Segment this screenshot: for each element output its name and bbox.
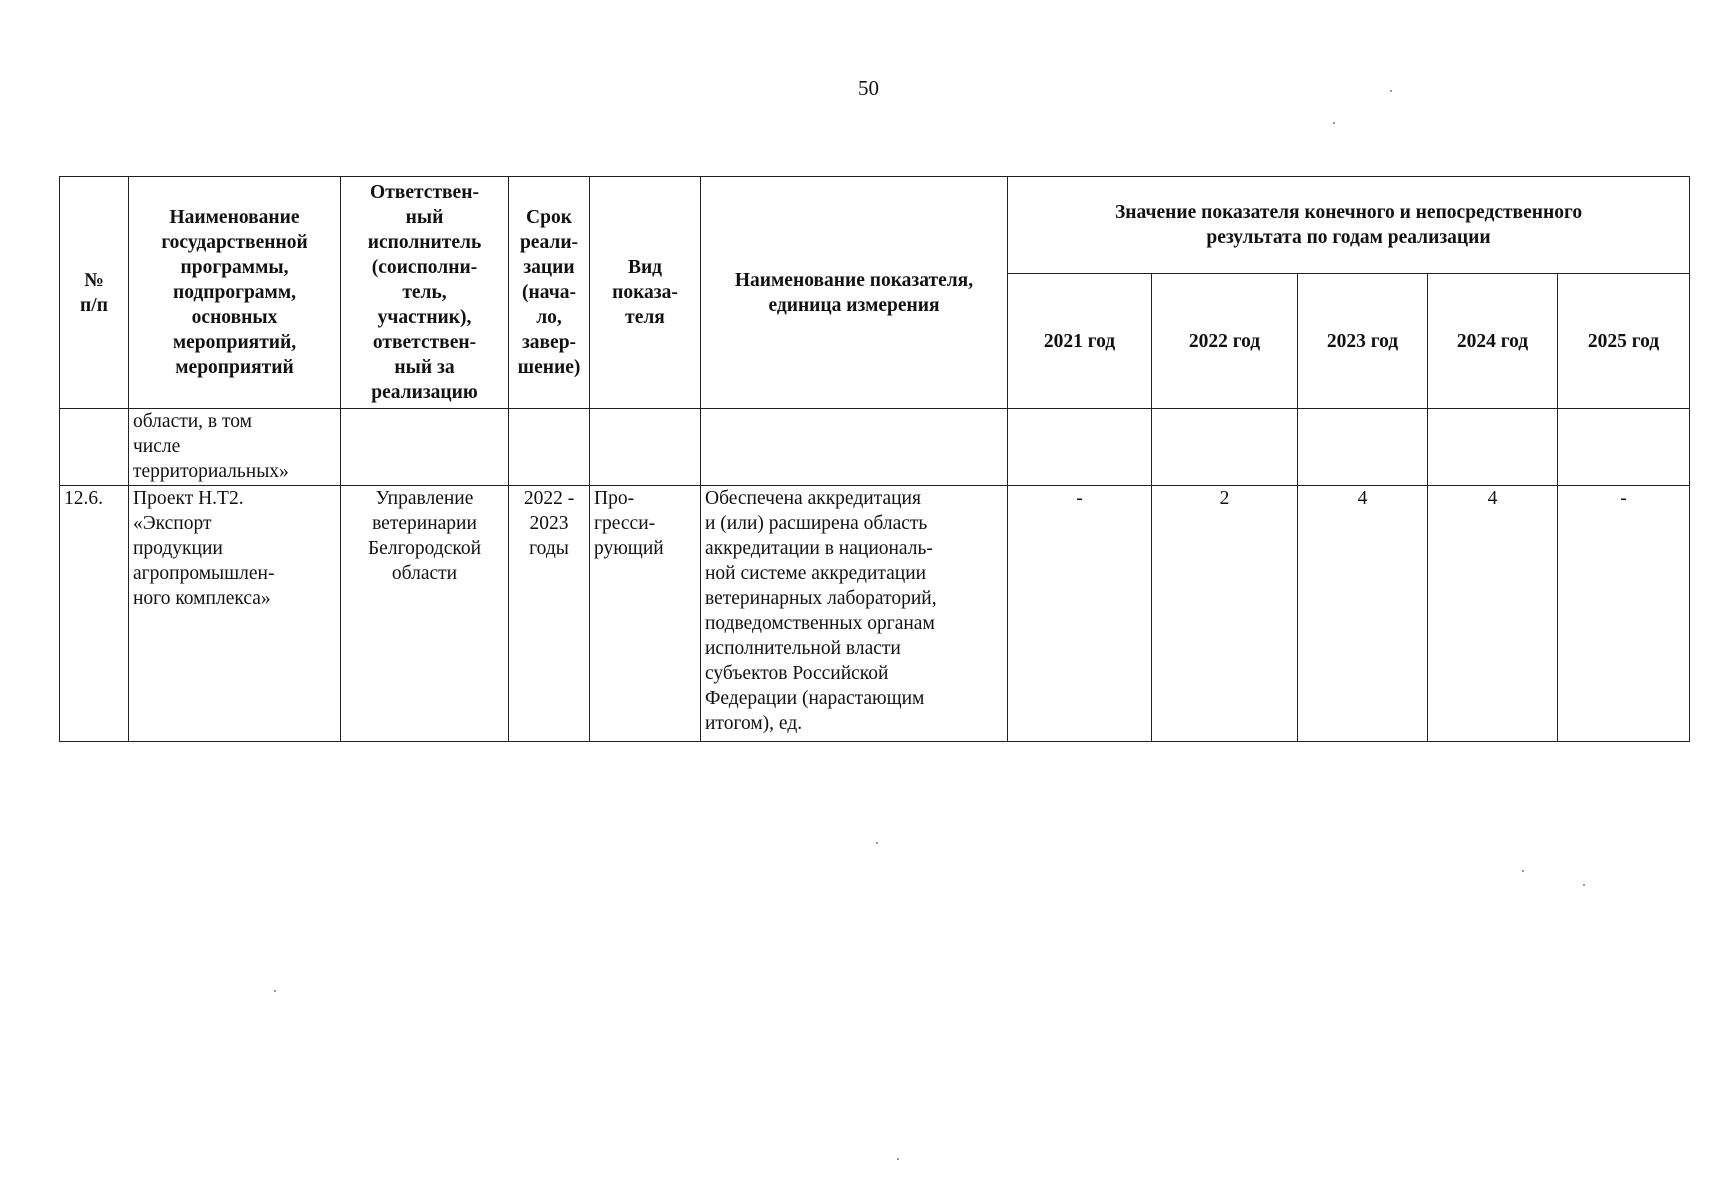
header-term-line: зации	[523, 257, 575, 278]
cell-kind-line: рующий	[594, 538, 664, 559]
cell-program-line: агропромышлен-	[133, 563, 275, 584]
cell-indicator-line: итогом), ед.	[705, 713, 803, 734]
cell-value-2022: 2	[1152, 486, 1298, 742]
scan-speck	[876, 842, 878, 844]
header-term-line: шение)	[517, 357, 581, 378]
header-term-line: (нача-	[522, 282, 576, 303]
header-program-line: мероприятий	[175, 357, 294, 378]
scan-speck	[1390, 90, 1392, 92]
header-term	[509, 177, 590, 409]
cell-kind	[590, 486, 701, 742]
header-responsible-line: ответствен-	[372, 332, 477, 353]
cell-term	[509, 409, 590, 486]
cell-program-line: области, в том	[133, 411, 252, 432]
header-num-line: №	[84, 269, 104, 291]
header-program-line: программы,	[180, 257, 289, 278]
cell-kind-line: гресси-	[594, 513, 656, 534]
header-values-group	[1008, 177, 1690, 274]
table-row	[60, 486, 1690, 742]
header-kind-line: Вид	[627, 257, 663, 278]
cell-program-line: Проект Н.Т2.	[133, 488, 244, 509]
cell-value-2021	[1008, 409, 1152, 486]
cell-indicator	[701, 486, 1008, 742]
cell-term-line: годы	[529, 538, 569, 559]
header-responsible-line: (соисполни-	[371, 257, 478, 278]
cell-term-line: 2023	[529, 513, 569, 534]
scan-speck	[1583, 884, 1585, 886]
header-row-1	[60, 177, 1690, 274]
header-program-line: подпрограмм,	[172, 282, 296, 303]
header-indicator-line: единица измерения	[768, 294, 940, 316]
header-year-2025: 2025 год	[1558, 274, 1690, 409]
header-responsible-line: участник),	[377, 307, 472, 328]
cell-value-2024: 4	[1428, 486, 1558, 742]
cell-program	[129, 486, 341, 742]
header-term-line: завер-	[521, 332, 577, 353]
page-number: 50	[858, 76, 879, 100]
header-year-2022: 2022 год	[1152, 274, 1298, 409]
cell-indicator-line: подведомственных органам	[705, 613, 935, 634]
cell-responsible-line: области	[391, 563, 458, 584]
cell-value-2025: -	[1558, 486, 1690, 742]
header-term-line: Срок	[526, 207, 572, 228]
header-program-line: мероприятий,	[172, 332, 297, 353]
header-kind-line: теля	[625, 307, 665, 328]
cell-value-2022	[1152, 409, 1298, 486]
header-responsible	[341, 177, 509, 409]
cell-responsible	[341, 486, 509, 742]
cell-num: 12.6.	[60, 486, 129, 742]
cell-program	[129, 409, 341, 486]
header-year-2023: 2023 год	[1298, 274, 1428, 409]
cell-indicator-line: ветеринарных лабораторий,	[705, 588, 937, 609]
header-indicator	[701, 177, 1008, 409]
cell-program-line: ного комплекса»	[133, 588, 271, 609]
cell-value-2023	[1298, 409, 1428, 486]
cell-indicator-line: исполнительной власти	[705, 638, 901, 659]
cell-indicator-line: Обеспечена аккредитация	[705, 488, 921, 509]
header-responsible-line: исполнитель	[367, 232, 482, 253]
cell-program-line: «Экспорт	[133, 513, 212, 534]
header-values-group-line: результата по годам реализации	[1206, 227, 1491, 248]
cell-responsible	[341, 409, 509, 486]
cell-indicator-line: субъектов Российской	[705, 663, 889, 684]
header-year-2021: 2021 год	[1008, 274, 1152, 409]
cell-indicator-line: аккредитации в националь-	[705, 538, 933, 559]
scan-speck	[274, 990, 276, 992]
scan-speck	[1333, 122, 1335, 124]
header-responsible-line: ный	[405, 207, 444, 228]
header-num-line: п/п	[80, 294, 108, 316]
header-values-group-line: Значение показателя конечного и непосредственного	[1114, 202, 1583, 223]
cell-program-line: территориальных»	[133, 461, 289, 482]
scan-speck	[897, 1158, 899, 1160]
header-responsible-line: тель,	[402, 282, 447, 303]
cell-program-line: числе	[133, 436, 181, 457]
table-row	[60, 409, 1690, 486]
header-responsible-line: Ответствен-	[370, 182, 479, 203]
cell-kind-line: Про-	[594, 488, 635, 509]
indicators-table	[59, 176, 1690, 742]
header-program-line: Наименование	[169, 207, 300, 228]
cell-term-line: 2022 -	[523, 488, 575, 509]
cell-num	[60, 409, 129, 486]
cell-value-2023: 4	[1298, 486, 1428, 742]
cell-responsible-line: ветеринарии	[372, 513, 477, 534]
header-kind-line: показа-	[612, 282, 678, 303]
cell-term	[509, 486, 590, 742]
cell-program-line: продукции	[133, 538, 223, 559]
cell-indicator-line: ной системе аккредитации	[705, 563, 927, 584]
header-term-line: реали-	[519, 232, 579, 253]
header-indicator-line: Наименование показателя,	[734, 269, 974, 291]
cell-indicator-line: Федерации (нарастающим	[705, 688, 925, 709]
header-program	[129, 177, 341, 409]
header-responsible-line: ный за	[394, 357, 455, 378]
header-program-line: государственной	[161, 232, 308, 253]
header-program-line: основных	[191, 307, 278, 328]
cell-responsible-line: Белгородской	[367, 538, 482, 559]
header-term-line: ло,	[536, 307, 562, 328]
cell-kind	[590, 409, 701, 486]
header-num	[60, 177, 129, 409]
scan-speck	[1522, 870, 1524, 872]
cell-indicator	[701, 409, 1008, 486]
header-kind	[590, 177, 701, 409]
cell-responsible-line: Управление	[375, 488, 474, 509]
cell-indicator-line: и (или) расширена область	[705, 513, 928, 534]
header-year-2024: 2024 год	[1428, 274, 1558, 409]
cell-value-2021: -	[1008, 486, 1152, 742]
header-responsible-line: реализацию	[371, 382, 478, 403]
cell-value-2024	[1428, 409, 1558, 486]
cell-value-2025	[1558, 409, 1690, 486]
